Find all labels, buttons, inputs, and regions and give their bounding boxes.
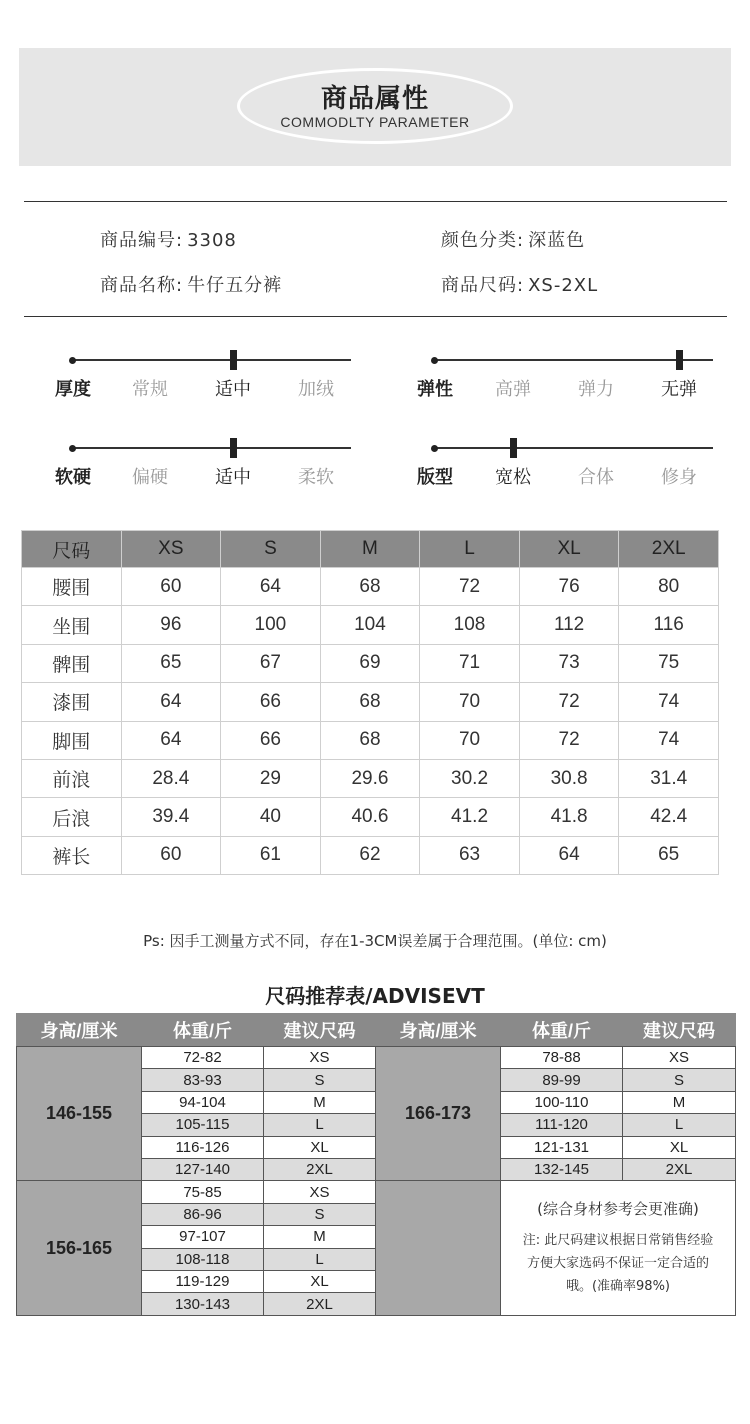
page-title: 商品属性 [320,84,429,114]
size-cell: 60 [121,836,221,874]
attribute-option: 高弹 [495,379,531,400]
size-cell: 29 [221,759,321,797]
size-cell: 72 [519,721,619,759]
weight-cell: 116-126 [141,1136,264,1159]
table-row [22,836,719,874]
size-table-header [22,531,719,568]
recommend-header-cell: 建议尺码 [622,1013,736,1047]
size-cell: 104 [320,606,420,644]
weight-cell: 111-120 [500,1113,623,1136]
size-cell: 96 [121,606,221,644]
attribute-name: 弹性 [417,379,453,400]
scale-marker [676,350,683,370]
size-header-cell: S [221,531,321,568]
weight-cell: 127-140 [141,1158,264,1181]
size-cell: 112 [519,606,619,644]
attribute-option: 常规 [132,379,168,400]
size-suggestion-cell: L [263,1248,376,1271]
recommend-header-cell: 体重/斤 [500,1013,623,1047]
height-group: 146-155 [16,1046,142,1181]
size-cell: 68 [320,683,420,721]
weight-cell: 130-143 [141,1292,264,1315]
attribute-name: 版型 [417,467,453,488]
size-header-cell: XL [519,531,619,568]
recommend-header-cell: 体重/斤 [141,1013,264,1047]
size-suggestion-cell: XS [263,1046,376,1069]
size-header-cell: 2XL [619,531,719,568]
scale-marker [230,438,237,458]
size-suggestion-cell: XS [622,1046,736,1069]
item-name: 商品名称: 牛仔五分裤 [100,275,283,296]
size-cell: 40.6 [320,798,420,836]
size-cell: 71 [420,644,520,682]
attribute-option: 加绒 [298,379,334,400]
weight-cell: 75-85 [141,1180,264,1203]
note-body: 注: 此尺码建议根据日常销售经验方便大家选码不保证一定合适的哦。(准确率98%) [522,1233,714,1295]
size-suggestion-cell: 2XL [622,1158,736,1181]
page-subtitle: COMMODLTY PARAMETER [280,114,470,130]
scale-marker [510,438,517,458]
size-suggestion-cell: XL [622,1136,736,1159]
size-cell: 坐围 [22,606,122,644]
size-header-cell: L [420,531,520,568]
size-cell: 28.4 [121,759,221,797]
size-cell: 72 [420,568,520,606]
size-cell: 30.2 [420,759,520,797]
size-suggestion-cell: XL [263,1136,376,1159]
size-suggestion-cell: XL [263,1270,376,1293]
size-cell: 64 [121,721,221,759]
weight-cell: 97-107 [141,1225,264,1248]
size-cell: 31.4 [619,759,719,797]
table-row [22,606,719,644]
size-cell: 108 [420,606,520,644]
scale-start-dot [69,357,76,364]
size-header-cell: 尺码 [22,531,122,568]
size-cell: 66 [221,683,321,721]
size-cell: 64 [519,836,619,874]
size-cell: 80 [619,568,719,606]
attribute-option: 适中 [215,467,251,488]
recommend-header-cell: 身高/厘米 [16,1013,142,1047]
size-suggestion-cell: L [622,1113,736,1136]
divider-top [24,201,727,202]
size-cell: 腰围 [22,568,122,606]
size-cell: 76 [519,568,619,606]
size-cell: 41.2 [420,798,520,836]
size-cell: 65 [619,836,719,874]
size-cell: 61 [221,836,321,874]
attribute-option: 无弹 [661,379,697,400]
table-row [22,644,719,682]
size-cell: 70 [420,721,520,759]
size-cell: 前浪 [22,759,122,797]
table-row [22,683,719,721]
size-cell: 66 [221,721,321,759]
weight-cell: 72-82 [141,1046,264,1069]
size-table [21,530,719,875]
item-number: 商品编号: 3308 [100,230,237,251]
table-row [22,798,719,836]
divider-bottom [24,316,727,317]
scale-track [434,359,713,361]
size-suggestion-cell: XS [263,1180,376,1203]
table-row [22,568,719,606]
size-suggestion-cell: S [263,1203,376,1226]
scale-track [72,447,351,449]
attribute-name: 软硬 [55,467,91,488]
weight-cell: 108-118 [141,1248,264,1271]
size-cell: 62 [320,836,420,874]
weight-cell: 86-96 [141,1203,264,1226]
size-cell: 脚围 [22,721,122,759]
size-cell: 70 [420,683,520,721]
table-row [22,721,719,759]
size-cell: 68 [320,568,420,606]
size-cell: 髀围 [22,644,122,682]
size-cell: 74 [619,721,719,759]
item-size-range: 商品尺码: XS-2XL [441,275,599,296]
size-cell: 68 [320,721,420,759]
weight-cell: 132-145 [500,1158,623,1181]
size-cell: 67 [221,644,321,682]
scale-track [72,359,351,361]
scale-marker [230,350,237,370]
weight-cell: 121-131 [500,1136,623,1159]
recommend-header-cell: 建议尺码 [263,1013,376,1047]
size-cell: 69 [320,644,420,682]
size-cell: 64 [121,683,221,721]
weight-cell: 78-88 [500,1046,623,1069]
attribute-option: 修身 [661,467,697,488]
size-cell: 漆围 [22,683,122,721]
empty-height-cell [375,1180,501,1315]
weight-cell: 89-99 [500,1068,623,1091]
scale-track [434,447,713,449]
attribute-name: 厚度 [55,379,91,400]
size-cell: 74 [619,683,719,721]
recommend-header-cell: 身高/厘米 [375,1013,501,1047]
recommend-table [16,1013,735,1315]
weight-cell: 119-129 [141,1270,264,1293]
size-cell: 30.8 [519,759,619,797]
scale-start-dot [69,445,76,452]
attribute-option: 适中 [215,379,251,400]
attribute-option: 宽松 [495,467,531,488]
table-row [22,759,719,797]
height-group: 156-165 [16,1180,142,1315]
size-cell: 116 [619,606,719,644]
size-suggestion-cell: 2XL [263,1158,376,1181]
note-title: (综合身材参考会更准确) [537,1200,699,1219]
size-cell: 64 [221,568,321,606]
size-cell: 63 [420,836,520,874]
size-cell: 73 [519,644,619,682]
attribute-option: 合体 [578,467,614,488]
recommend-title: 尺码推荐表/ADVISEVT [265,984,485,1008]
size-header-cell: M [320,531,420,568]
weight-cell: 105-115 [141,1113,264,1136]
weight-cell: 83-93 [141,1068,264,1091]
size-cell: 29.6 [320,759,420,797]
size-suggestion-cell: S [622,1068,736,1091]
weight-cell: 100-110 [500,1091,623,1114]
size-suggestion-cell: 2XL [263,1292,376,1315]
size-header-cell: XS [121,531,221,568]
size-cell: 75 [619,644,719,682]
size-suggestion-cell: M [263,1225,376,1248]
attribute-option: 偏硬 [132,467,168,488]
size-cell: 100 [221,606,321,644]
measurement-note: Ps: 因手工测量方式不同，存在1-3CM误差属于合理范围。(单位: cm) [143,932,607,950]
size-cell: 60 [121,568,221,606]
size-cell: 裤长 [22,836,122,874]
height-group: 166-173 [375,1046,501,1181]
size-cell: 65 [121,644,221,682]
size-suggestion-cell: L [263,1113,376,1136]
attribute-option: 柔软 [298,467,334,488]
size-cell: 39.4 [121,798,221,836]
weight-cell: 94-104 [141,1091,264,1114]
size-cell: 41.8 [519,798,619,836]
size-cell: 后浪 [22,798,122,836]
size-suggestion-cell: M [622,1091,736,1114]
size-suggestion-cell: M [263,1091,376,1114]
scale-start-dot [431,357,438,364]
attribute-option: 弹力 [578,379,614,400]
size-cell: 72 [519,683,619,721]
color-category: 颜色分类: 深蓝色 [441,230,586,251]
size-cell: 40 [221,798,321,836]
size-suggestion-cell: S [263,1068,376,1091]
size-cell: 42.4 [619,798,719,836]
recommend-note [500,1180,736,1315]
scale-start-dot [431,445,438,452]
